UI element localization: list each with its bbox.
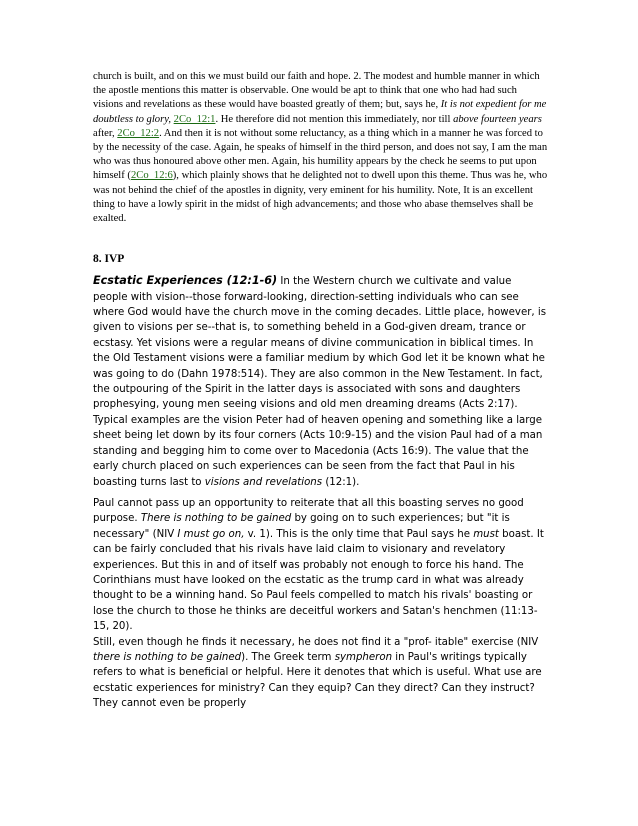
- ivp-paragraph-3: Still, even though he finds it necessary, he does not find it a "prof- itable" exercise (NIV there is nothing to be gained). The Greek term sympheron in Paul's writings typically refers to what is beneficial or helpful. Here it denotes that which is useful. What use are ecstatic experiences for ministry? Can they equip? Can they direct? Can they instruct? They cannot even be properly: [93, 636, 542, 710]
- section-title: Ecstatic Experiences (12:1-6): [93, 274, 278, 288]
- document-page: [93, 70, 549, 718]
- ivp-paragraph-2: Paul cannot pass up an opportunity to reiterate that all this boasting serves no good purpose. There is nothing to be gained by going on to such experiences; but "it is necessary" (NIV I must go on, v. 1). This is the only time that Paul says he must boast. It can be fairly concluded that his rivals have laid claim to visionary and revelatory experiences. But this in and of itself was probably not enough to force his hand. The Corinthians must have looked on the ecstatic as the trump card in what was already thought to be a winning hand. So Paul feels compelled to match his rivals' boasting or lose the church to those he thinks are deceitful workers and Satan's henchmen (11:13-15, 20).: [93, 497, 544, 633]
- scripture-link-2co-12-2[interactable]: 2Co_12:2: [117, 127, 160, 139]
- section-heading-ivp: 8. IVP: [93, 253, 125, 266]
- scripture-link-2co-12-6[interactable]: 2Co_12:6: [130, 170, 173, 182]
- henry-commentary-paragraph: church is built, and on this we must build our faith and hope. 2. The modest and humble manner in which the apostle mentions this matter is observable. One would be apt to think that one who had had such visions and revelations as these would have boasted greatly of them; but, says he, It is not expedient for me doubtless to glory, 2Co_12:1. He therefore did not mention this immediately, nor till above fourteen years after, 2Co_12:2. And then it is not without some reluctancy, as a thing which in a manner he was forced to by the necessity of the case. Again, he speaks of himself in the third person, and does not say, I am the man who was thus honoured above other men. Again, his humility appears by the check he seems to put upon himself (2Co_12:6), which plainly shows that he delighted not to dwell upon this theme. Thus was he, who was not behind the chief of the apostles in dignity, very eminent for his humility. Note, It is an excellent thing to have a lowly spirit in the midst of high advancements; and those who abase themselves shall be exalted.: [93, 71, 548, 225]
- scripture-link-2co-12-1[interactable]: 2Co_12:1: [173, 113, 216, 125]
- ivp-paragraph-1: Ecstatic Experiences (12:1-6) In the Western church we cultivate and value people with vision--those forward-looking, direction-setting individuals who can see where God would have the church move in the coming decades. Little place, however, is given to visions per se--that is, to something beheld in a God-given dream, trance or ecstasy. Yet visions were a regular means of divine communication in biblical times. In the Old Testament visions were a familiar medium by which God let it be known what he was going to do (Dahn 1978:514). They are also common in the New Testament. In fact, the outpouring of the Spirit in the latter days is associated with sons and daughters prophesying, young men seeing visions and old men dreaming dreams (Acts 2:17). Typical examples are the vision Peter had of heaven opening and something like a large sheet being let down by its four corners (Acts 10:9-15) and the vision Paul had of a man standing and begging him to come over to Macedonia (Acts 16:9). The value that the early church placed on such experiences can be seen from the fact that Paul in his boasting turns last to visions and revelations (12:1).: [93, 274, 547, 488]
